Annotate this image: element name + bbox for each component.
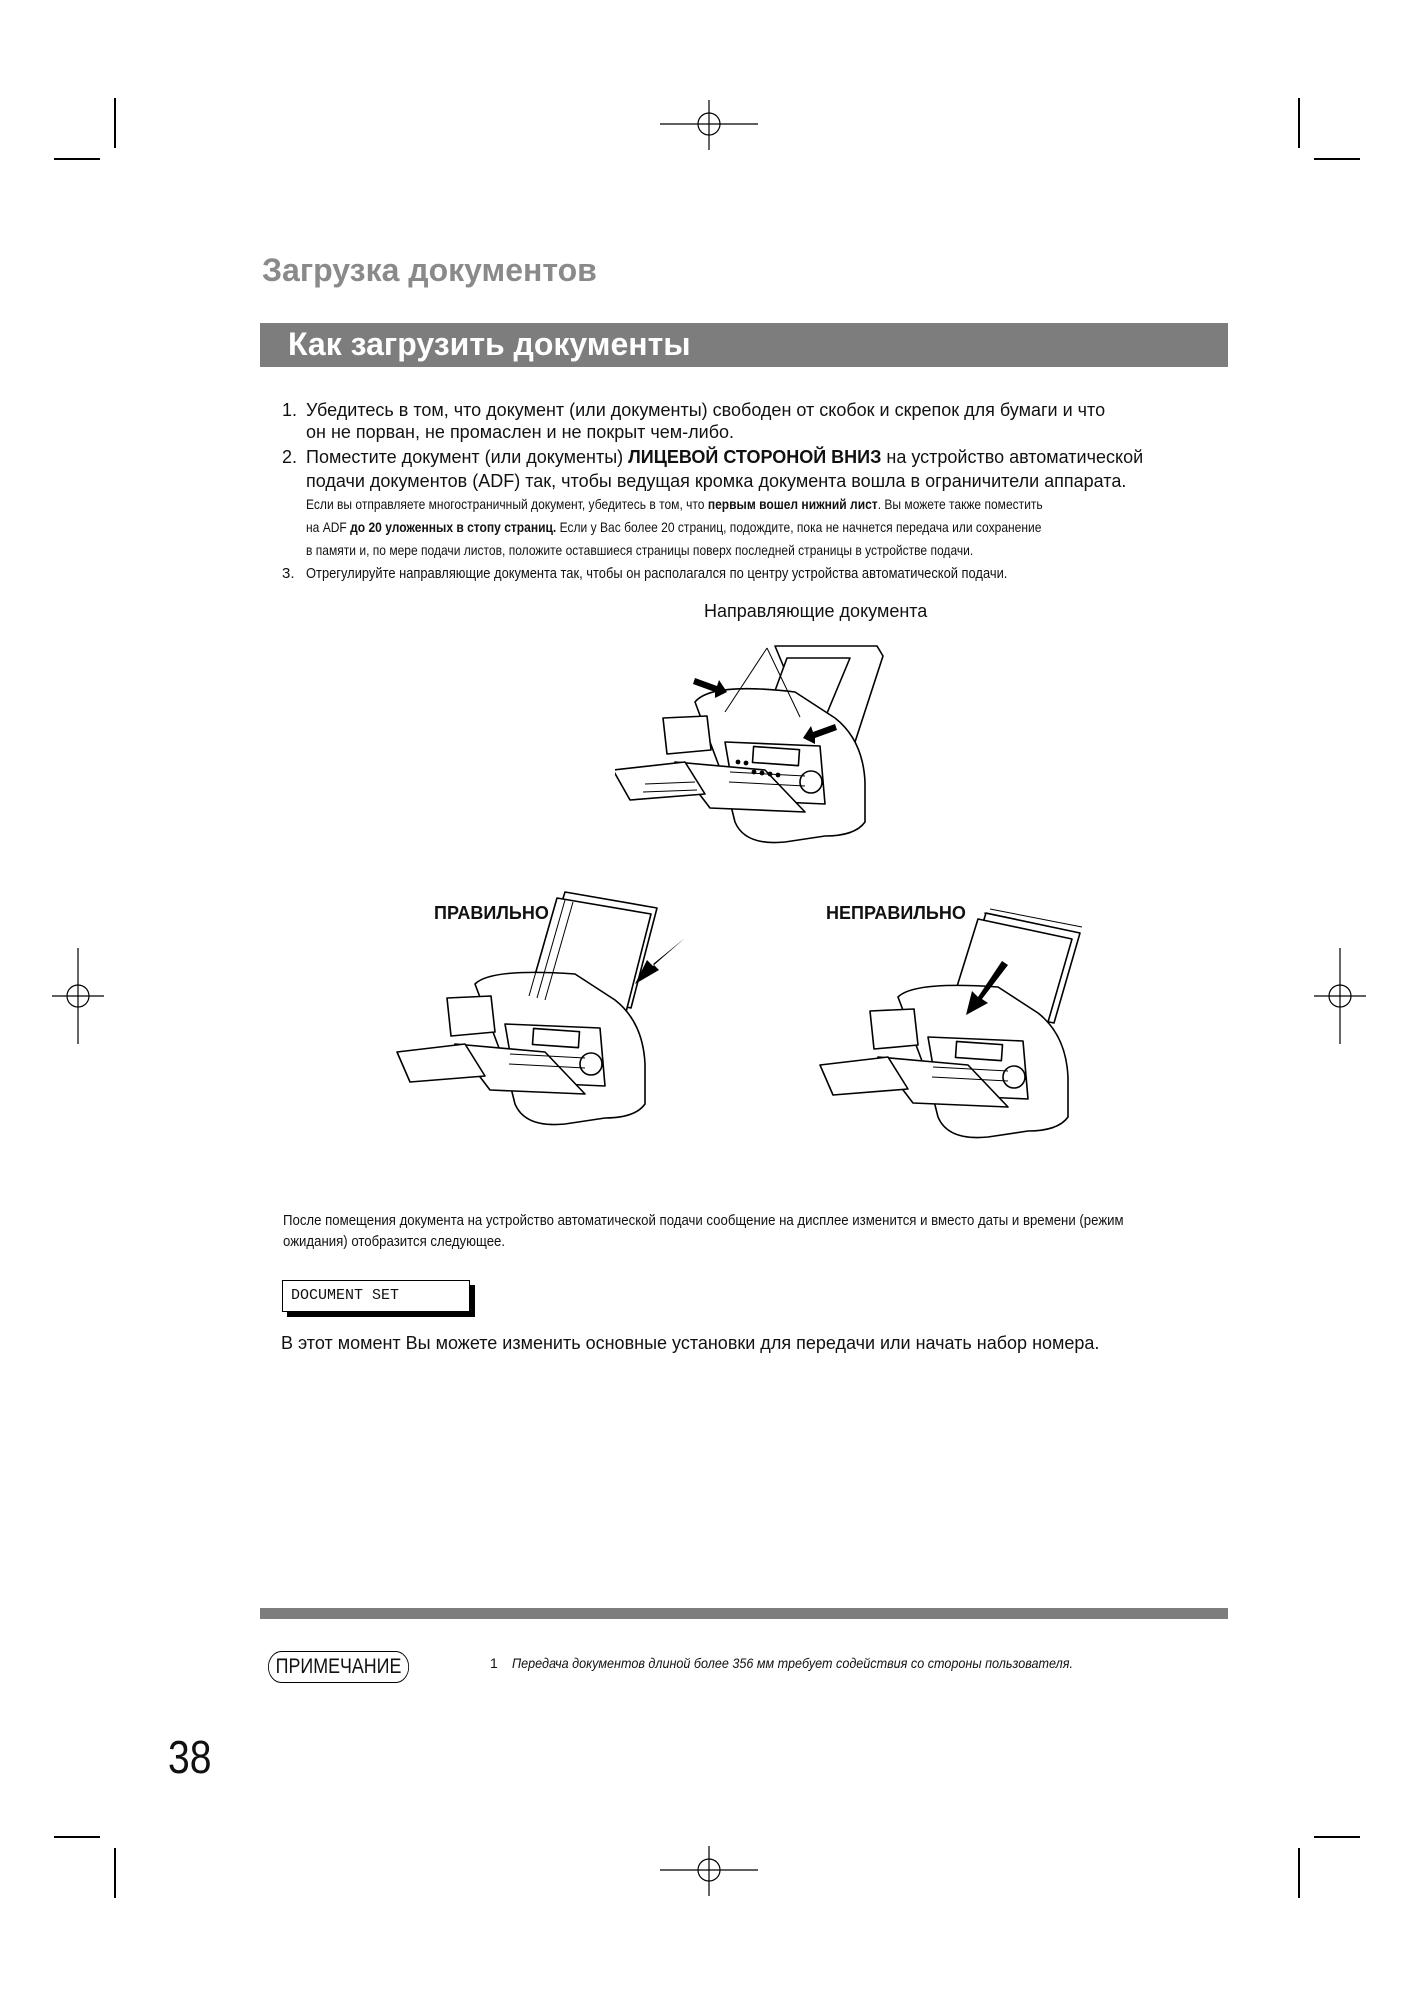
step-2-note-3: в памяти и, по мере подачи листов, положите оставшиеся страницы поверх последней страницы в устройстве подачи. (306, 542, 974, 558)
heading-bar (260, 323, 1228, 367)
step-2-note-2: на ADF до 20 уложенных в стопу страниц. Если у Вас более 20 страниц, подождите, пока не начнется передача или сохранение (306, 519, 1042, 535)
section-title: Загрузка документов (262, 252, 597, 288)
step-3-text: Отрегулируйте направляющие документа так, чтобы он располагался по центру устройства автоматической подачи. (306, 565, 1008, 582)
note-number: 1 (490, 1655, 498, 1671)
display-change-text (283, 1210, 1145, 1252)
note-text: Передача документов длиной более 356 мм требует содействия со стороны пользователя. (512, 1655, 1073, 1671)
page-number: 38 (168, 1731, 212, 1783)
step-1-line-2: он не порван, не промаслен и не покрыт чем-либо. (306, 422, 735, 442)
step-2-note-1: Если вы отправляете многостраничный документ, убедитесь в том, что первым вошел нижний лист. Вы можете также поместить (306, 496, 1043, 512)
step-number: 3. (282, 565, 295, 582)
note-badge: ПРИМЕЧАНИЕ (268, 1651, 409, 1683)
lcd-display-text: DOCUMENT SET (291, 1287, 400, 1304)
step-1-line-1: Убедитесь в том, что документ (или документы) свободен от скобок и скрепок для бумаги и что (306, 400, 1106, 420)
incorrect-loading-illustration (818, 905, 1093, 1155)
correct-loading-illustration (395, 888, 695, 1143)
guides-label: Направляющие документа (704, 601, 928, 621)
page-heading: Как загрузить документы (288, 326, 691, 362)
step-2-line-2: подачи документов (ADF) так, чтобы ведущая кромка документа вошла в ограничители аппарата. (306, 471, 1127, 491)
correct-label: ПРАВИЛЬНО (434, 903, 549, 923)
final-instruction: В этот момент Вы можете изменить основные установки для передачи или начать набор номера. (281, 1333, 1100, 1353)
note-divider (260, 1608, 1228, 1619)
display-change-line: После помещения документа на устройство автоматической подачи сообщение на дисплее изменится и вместо даты и времени (режим (283, 1212, 1124, 1229)
incorrect-label: НЕПРАВИЛЬНО (826, 903, 966, 923)
fax-machine-guides-illustration (615, 622, 905, 852)
step-number: 2. (282, 447, 298, 467)
lcd-display (282, 1280, 470, 1312)
step-2-line-1: Поместите документ (или документы) ЛИЦЕВОЙ СТОРОНОЙ ВНИЗ на устройство автоматической (306, 447, 1144, 467)
step-number: 1. (282, 400, 298, 420)
display-change-line: ожидания) отобразится следующее. (283, 1233, 506, 1250)
